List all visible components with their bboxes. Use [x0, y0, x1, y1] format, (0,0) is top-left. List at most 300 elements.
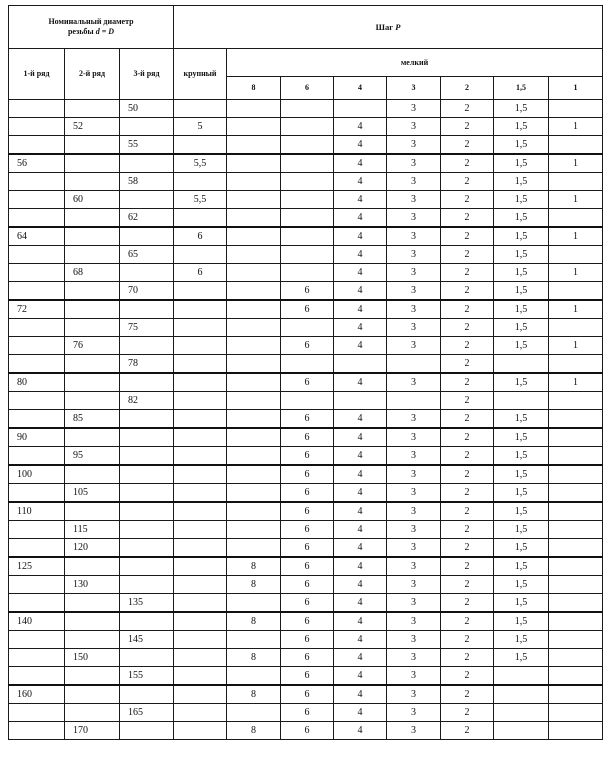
fine-pitch-2-cell: 2: [441, 373, 494, 392]
fine-pitch-8-cell: [227, 539, 281, 558]
row2-diameter-cell: [65, 154, 120, 173]
fine-pitch-6-cell: 6: [281, 282, 334, 301]
diameter-symbol: d = D: [95, 27, 115, 36]
fine-pitch-8-cell: [227, 410, 281, 429]
row3-diameter-cell: 62: [120, 209, 174, 228]
fine-pitch-3-cell: 3: [387, 649, 441, 667]
fine-pitch-1-cell: 1: [549, 264, 603, 282]
row1-diameter-cell: 140: [9, 612, 65, 631]
row1-diameter-cell: 100: [9, 465, 65, 484]
table-row: [9, 373, 603, 392]
coarse-pitch-cell: [174, 612, 227, 631]
row2-diameter-cell: 105: [65, 484, 120, 503]
row1-diameter-cell: [9, 319, 65, 337]
table-row: [9, 264, 603, 282]
fine-pitch-1-5-cell: 1,5: [494, 521, 549, 539]
fine-pitch-2-cell: 2: [441, 594, 494, 613]
fine-pitch-2-cell: 2: [441, 191, 494, 209]
fine-pitch-col-header: 4: [334, 77, 387, 100]
row2-diameter-cell: [65, 594, 120, 613]
fine-pitch-4-cell: 4: [334, 136, 387, 155]
fine-pitch-3-cell: 3: [387, 722, 441, 740]
table-row: [9, 337, 603, 355]
table-row: [9, 136, 603, 155]
fine-pitch-2-cell: 2: [441, 502, 494, 521]
fine-pitch-1-5-cell: 1,5: [494, 136, 549, 155]
fine-pitch-1-5-cell: 1,5: [494, 465, 549, 484]
fine-pitch-2-cell: 2: [441, 246, 494, 264]
pitch-symbol: P: [395, 22, 401, 32]
coarse-pitch-cell: [174, 521, 227, 539]
fine-pitch-2-cell: 2: [441, 649, 494, 667]
row1-diameter-cell: [9, 136, 65, 155]
fine-pitch-3-cell: 3: [387, 521, 441, 539]
coarse-pitch-cell: [174, 355, 227, 374]
row2-diameter-cell: 120: [65, 539, 120, 558]
coarse-pitch-cell: [174, 465, 227, 484]
table-row: [9, 410, 603, 429]
fine-pitch-3-cell: 3: [387, 282, 441, 301]
fine-pitch-1-5-cell: 1,5: [494, 576, 549, 594]
fine-pitch-1-5-cell: [494, 722, 549, 740]
fine-pitch-4-cell: 4: [334, 667, 387, 686]
row1-diameter-cell: [9, 282, 65, 301]
coarse-pitch-cell: [174, 392, 227, 410]
fine-pitch-3-cell: 3: [387, 557, 441, 576]
row2-diameter-cell: [65, 465, 120, 484]
row2-diameter-cell: [65, 685, 120, 704]
row3-diameter-cell: [120, 539, 174, 558]
fine-pitch-1-cell: [549, 246, 603, 264]
fine-pitch-1-cell: [549, 428, 603, 447]
table-row: [9, 612, 603, 631]
table-row: [9, 704, 603, 722]
fine-pitch-4-cell: 4: [334, 594, 387, 613]
fine-pitch-6-cell: [281, 209, 334, 228]
fine-pitch-2-cell: 2: [441, 392, 494, 410]
row3-diameter-cell: [120, 576, 174, 594]
fine-pitch-6-cell: [281, 227, 334, 246]
fine-pitch-4-cell: 4: [334, 631, 387, 649]
fine-pitch-6-cell: [281, 246, 334, 264]
table-row: [9, 631, 603, 649]
fine-pitch-1-5-cell: 1,5: [494, 209, 549, 228]
row1-diameter-cell: [9, 118, 65, 136]
fine-pitch-3-cell: 3: [387, 539, 441, 558]
coarse-pitch-cell: [174, 484, 227, 503]
coarse-pitch-cell: 5,5: [174, 191, 227, 209]
fine-pitch-1-5-cell: 1,5: [494, 612, 549, 631]
fine-pitch-1-cell: [549, 209, 603, 228]
fine-pitch-8-cell: [227, 246, 281, 264]
table-row: [9, 502, 603, 521]
row2-diameter-cell: [65, 355, 120, 374]
fine-pitch-8-cell: [227, 319, 281, 337]
fine-pitch-6-cell: [281, 173, 334, 191]
fine-pitch-1-5-cell: 1,5: [494, 319, 549, 337]
row1-diameter-cell: [9, 355, 65, 374]
row2-diameter-cell: [65, 246, 120, 264]
fine-pitch-1-cell: [549, 557, 603, 576]
coarse-pitch-cell: 5,5: [174, 154, 227, 173]
fine-pitch-8-cell: 8: [227, 722, 281, 740]
row3-diameter-cell: [120, 685, 174, 704]
row2-diameter-cell: [65, 227, 120, 246]
fine-pitch-1-5-cell: 1,5: [494, 337, 549, 355]
row2-diameter-cell: 52: [65, 118, 120, 136]
coarse-pitch-cell: [174, 667, 227, 686]
fine-pitch-3-cell: 3: [387, 428, 441, 447]
table-row: [9, 484, 603, 503]
fine-pitch-8-cell: [227, 521, 281, 539]
fine-pitch-8-cell: 8: [227, 685, 281, 704]
fine-pitch-2-cell: 2: [441, 282, 494, 301]
nominal-diameter-header: [9, 6, 174, 49]
coarse-pitch-cell: [174, 173, 227, 191]
fine-pitch-1-5-cell: 1,5: [494, 100, 549, 118]
row2-diameter-cell: 130: [65, 576, 120, 594]
row3-diameter-cell: [120, 557, 174, 576]
fine-pitch-2-cell: 2: [441, 465, 494, 484]
coarse-pitch-cell: [174, 557, 227, 576]
fine-pitch-4-cell: 4: [334, 612, 387, 631]
fine-pitch-6-cell: 6: [281, 428, 334, 447]
fine-pitch-3-cell: 3: [387, 136, 441, 155]
fine-pitch-6-cell: 6: [281, 410, 334, 429]
fine-pitch-1-cell: [549, 612, 603, 631]
fine-pitch-2-cell: 2: [441, 428, 494, 447]
fine-pitch-6-cell: 6: [281, 300, 334, 319]
fine-pitch-3-cell: 3: [387, 631, 441, 649]
fine-pitch-1-5-cell: 1,5: [494, 300, 549, 319]
row2-diameter-cell: [65, 502, 120, 521]
row2-diameter-cell: 150: [65, 649, 120, 667]
coarse-pitch-cell: [174, 373, 227, 392]
table-row: [9, 246, 603, 264]
fine-pitch-2-cell: 2: [441, 154, 494, 173]
fine-pitch-2-cell: 2: [441, 355, 494, 374]
row2-diameter-cell: 68: [65, 264, 120, 282]
row3-diameter-cell: [120, 502, 174, 521]
fine-pitch-6-cell: 6: [281, 557, 334, 576]
fine-pitch-6-cell: [281, 264, 334, 282]
fine-pitch-1-cell: [549, 722, 603, 740]
fine-pitch-1-5-cell: 1,5: [494, 227, 549, 246]
fine-pitch-8-cell: [227, 594, 281, 613]
row3-diameter-cell: [120, 227, 174, 246]
fine-pitch-1-5-cell: [494, 704, 549, 722]
coarse-pitch-cell: [174, 704, 227, 722]
fine-pitch-8-cell: [227, 191, 281, 209]
fine-pitch-6-cell: [281, 355, 334, 374]
coarse-pitch-cell: [174, 502, 227, 521]
fine-pitch-1-cell: [549, 667, 603, 686]
fine-pitch-1-5-cell: 1,5: [494, 264, 549, 282]
row3-diameter-cell: [120, 484, 174, 503]
row1-diameter-cell: [9, 209, 65, 228]
fine-pitch-1-cell: [549, 447, 603, 466]
fine-pitch-8-cell: 8: [227, 557, 281, 576]
table-row: [9, 465, 603, 484]
fine-pitch-1-cell: [549, 704, 603, 722]
fine-pitch-1-cell: [549, 100, 603, 118]
pitch-header: [174, 6, 603, 49]
row2-diameter-cell: [65, 428, 120, 447]
fine-pitch-8-cell: 8: [227, 576, 281, 594]
table-row: [9, 227, 603, 246]
fine-pitch-2-cell: 2: [441, 173, 494, 191]
fine-pitch-8-cell: [227, 173, 281, 191]
fine-pitch-1-cell: [549, 136, 603, 155]
fine-pitch-6-cell: 6: [281, 521, 334, 539]
table-row: [9, 428, 603, 447]
row2-diameter-cell: [65, 667, 120, 686]
fine-pitch-6-cell: 6: [281, 484, 334, 503]
fine-pitch-2-cell: 2: [441, 685, 494, 704]
row2-diameter-cell: 76: [65, 337, 120, 355]
table-row: [9, 319, 603, 337]
row3-diameter-cell: [120, 191, 174, 209]
row1-diameter-cell: 110: [9, 502, 65, 521]
fine-pitch-2-cell: 2: [441, 227, 494, 246]
fine-pitch-2-cell: 2: [441, 136, 494, 155]
fine-pitch-col-header: 8: [227, 77, 281, 100]
fine-pitch-6-cell: 6: [281, 722, 334, 740]
fine-pitch-2-cell: 2: [441, 300, 494, 319]
fine-pitch-4-cell: 4: [334, 118, 387, 136]
fine-pitch-3-cell: [387, 355, 441, 374]
fine-pitch-col-header: 1,5: [494, 77, 549, 100]
row1-diameter-cell: [9, 264, 65, 282]
fine-pitch-3-cell: 3: [387, 484, 441, 503]
fine-pitch-8-cell: [227, 631, 281, 649]
fine-pitch-4-cell: [334, 355, 387, 374]
fine-pitch-col-header: 2: [441, 77, 494, 100]
fine-pitch-1-cell: [549, 685, 603, 704]
fine-pitch-4-cell: 4: [334, 373, 387, 392]
fine-pitch-1-cell: [549, 392, 603, 410]
table-row: [9, 191, 603, 209]
row3-diameter-cell: [120, 612, 174, 631]
fine-pitch-6-cell: 6: [281, 447, 334, 466]
row2-diameter-cell: [65, 612, 120, 631]
fine-pitch-1-cell: [549, 282, 603, 301]
table-row: [9, 100, 603, 118]
fine-pitch-1-cell: [549, 465, 603, 484]
table-row: [9, 282, 603, 301]
row1-diameter-cell: [9, 667, 65, 686]
fine-pitch-8-cell: [227, 100, 281, 118]
row2-diameter-cell: [65, 209, 120, 228]
fine-pitch-3-cell: 3: [387, 410, 441, 429]
fine-pitch-4-cell: 4: [334, 282, 387, 301]
row2-diameter-cell: [65, 704, 120, 722]
fine-pitch-4-cell: 4: [334, 319, 387, 337]
row3-diameter-cell: [120, 118, 174, 136]
fine-pitch-6-cell: 6: [281, 337, 334, 355]
fine-pitch-6-cell: [281, 319, 334, 337]
fine-pitch-1-5-cell: 1,5: [494, 373, 549, 392]
table-row: [9, 557, 603, 576]
fine-pitch-4-cell: 4: [334, 428, 387, 447]
coarse-pitch-cell: [174, 447, 227, 466]
fine-pitch-3-cell: 3: [387, 154, 441, 173]
fine-pitch-8-cell: [227, 502, 281, 521]
coarse-pitch-cell: 6: [174, 264, 227, 282]
fine-pitch-4-cell: 4: [334, 337, 387, 355]
coarse-pitch-cell: [174, 300, 227, 319]
row3-diameter-cell: [120, 373, 174, 392]
fine-pitch-3-cell: 3: [387, 373, 441, 392]
fine-pitch-4-cell: 4: [334, 300, 387, 319]
fine-pitch-4-cell: 4: [334, 465, 387, 484]
row1-diameter-cell: [9, 410, 65, 429]
fine-pitch-2-cell: 2: [441, 118, 494, 136]
fine-pitch-4-cell: 4: [334, 539, 387, 558]
row2-diameter-cell: [65, 631, 120, 649]
row1-diameter-cell: [9, 191, 65, 209]
fine-pitch-3-cell: 3: [387, 209, 441, 228]
row1-diameter-cell: [9, 521, 65, 539]
fine-pitch-2-cell: 2: [441, 539, 494, 558]
row1-diameter-cell: 125: [9, 557, 65, 576]
row3-diameter-cell: [120, 465, 174, 484]
diameter-line2-prefix: резьбы: [67, 27, 96, 36]
row2-diameter-cell: 115: [65, 521, 120, 539]
fine-pitch-2-cell: 2: [441, 576, 494, 594]
fine-pitch-1-cell: 1: [549, 373, 603, 392]
fine-pitch-1-5-cell: 1,5: [494, 557, 549, 576]
row2-diameter-cell: [65, 319, 120, 337]
coarse-pitch-cell: 6: [174, 227, 227, 246]
row3-diameter-cell: 58: [120, 173, 174, 191]
fine-pitch-2-cell: 2: [441, 100, 494, 118]
fine-pitch-4-cell: [334, 100, 387, 118]
row3-diameter-cell: 78: [120, 355, 174, 374]
fine-pitch-8-cell: [227, 484, 281, 503]
row2-diameter-cell: [65, 100, 120, 118]
fine-pitch-1-cell: [549, 355, 603, 374]
row2-diameter-cell: [65, 136, 120, 155]
fine-pitch-3-cell: 3: [387, 465, 441, 484]
fine-pitch-4-cell: 4: [334, 191, 387, 209]
fine-pitch-6-cell: 6: [281, 576, 334, 594]
row3-diameter-cell: 155: [120, 667, 174, 686]
fine-pitch-2-cell: 2: [441, 521, 494, 539]
row3-diameter-cell: [120, 264, 174, 282]
table-row: [9, 576, 603, 594]
row3-diameter-cell: [120, 521, 174, 539]
row3-diameter-cell: 55: [120, 136, 174, 155]
fine-pitch-8-cell: [227, 264, 281, 282]
fine-pitch-3-cell: 3: [387, 227, 441, 246]
row1-diameter-cell: 90: [9, 428, 65, 447]
fine-pitch-6-cell: [281, 392, 334, 410]
row2-diameter-cell: [65, 373, 120, 392]
fine-pitch-1-5-cell: 1,5: [494, 246, 549, 264]
fine-pitch-4-cell: 4: [334, 246, 387, 264]
fine-pitch-6-cell: [281, 191, 334, 209]
fine-pitch-2-cell: 2: [441, 264, 494, 282]
fine-pitch-2-cell: 2: [441, 484, 494, 503]
fine-pitch-6-cell: 6: [281, 667, 334, 686]
fine-pitch-8-cell: [227, 337, 281, 355]
row2-diameter-cell: 60: [65, 191, 120, 209]
fine-pitch-2-cell: 2: [441, 667, 494, 686]
pitch-prefix: Шаг: [375, 22, 396, 32]
fine-pitch-2-cell: 2: [441, 319, 494, 337]
table-row: [9, 667, 603, 686]
coarse-pitch-cell: [174, 246, 227, 264]
fine-pitch-1-cell: 1: [549, 300, 603, 319]
fine-pitch-3-cell: 3: [387, 337, 441, 355]
fine-pitch-3-cell: 3: [387, 118, 441, 136]
coarse-pitch-cell: [174, 282, 227, 301]
fine-pitch-2-cell: 2: [441, 722, 494, 740]
fine-pitch-6-cell: 6: [281, 594, 334, 613]
fine-pitch-4-cell: 4: [334, 521, 387, 539]
row1-diameter-cell: [9, 100, 65, 118]
row3-diameter-cell: 145: [120, 631, 174, 649]
row1-diameter-cell: [9, 594, 65, 613]
table-row: [9, 447, 603, 466]
fine-pitch-1-cell: [549, 594, 603, 613]
row1-diameter-cell: [9, 649, 65, 667]
fine-pitch-col-header: 3: [387, 77, 441, 100]
table-row: [9, 300, 603, 319]
fine-pitch-6-cell: [281, 154, 334, 173]
coarse-pitch-cell: [174, 337, 227, 355]
table-row: [9, 392, 603, 410]
fine-pitch-1-cell: [549, 576, 603, 594]
row1-diameter-cell: [9, 173, 65, 191]
fine-pitch-6-cell: 6: [281, 373, 334, 392]
table-row: [9, 539, 603, 558]
fine-pitch-8-cell: [227, 300, 281, 319]
row3-diameter-cell: 82: [120, 392, 174, 410]
table-row: [9, 521, 603, 539]
coarse-pitch-cell: [174, 576, 227, 594]
fine-pitch-3-cell: 3: [387, 447, 441, 466]
fine-pitch-4-cell: 4: [334, 410, 387, 429]
row2-diameter-cell: [65, 282, 120, 301]
fine-pitch-3-cell: 3: [387, 300, 441, 319]
fine-pitch-8-cell: [227, 465, 281, 484]
row3-diameter-cell: [120, 337, 174, 355]
fine-pitch-1-cell: [549, 649, 603, 667]
coarse-pitch-cell: [174, 209, 227, 228]
fine-pitch-1-5-cell: [494, 667, 549, 686]
row1-diameter-cell: [9, 631, 65, 649]
fine-pitch-3-cell: 3: [387, 667, 441, 686]
fine-pitch-2-cell: 2: [441, 447, 494, 466]
row3-diameter-cell: [120, 722, 174, 740]
fine-pitch-1-cell: [549, 521, 603, 539]
table-row: [9, 355, 603, 374]
fine-pitch-4-cell: 4: [334, 704, 387, 722]
fine-pitch-1-cell: [549, 173, 603, 191]
fine-pitch-8-cell: [227, 355, 281, 374]
row1-diameter-cell: [9, 337, 65, 355]
coarse-pitch-cell: [174, 410, 227, 429]
fine-pitch-3-cell: 3: [387, 100, 441, 118]
fine-pitch-6-cell: 6: [281, 465, 334, 484]
fine-pitch-1-cell: 1: [549, 337, 603, 355]
table-row: [9, 649, 603, 667]
fine-pitch-6-cell: 6: [281, 685, 334, 704]
fine-pitch-8-cell: [227, 209, 281, 228]
coarse-pitch-cell: [174, 136, 227, 155]
